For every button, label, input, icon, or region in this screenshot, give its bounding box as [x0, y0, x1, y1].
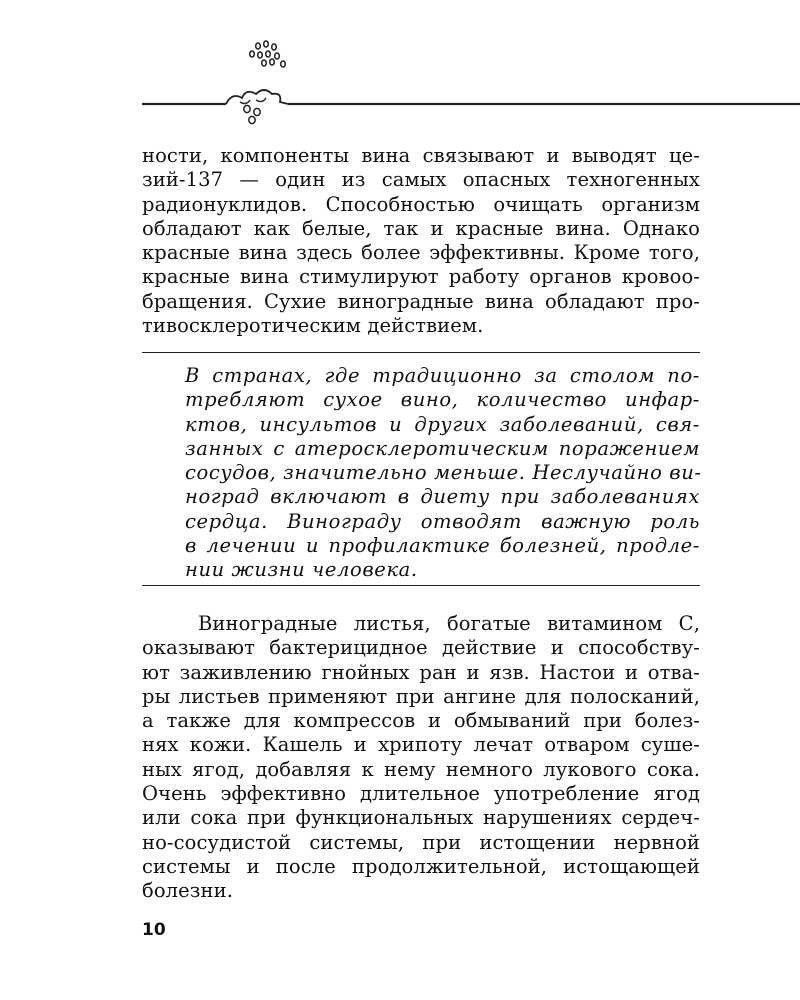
- text-line: оказывают бактерицидное действие и способству-: [142, 636, 700, 660]
- text-line: ют заживлению гнойных ран и язв. Настои и отва-: [142, 660, 700, 684]
- vine-divider: [142, 90, 800, 124]
- text-line: ности, компоненты вина связывают и выводят це-: [142, 144, 700, 167]
- callout-line: сосудов, значительно меньше. Неслучайно ви-: [185, 461, 702, 485]
- text-line: или сока при функциональных нарушениях сердеч-: [142, 806, 700, 830]
- text-line: зий-137 — один из самых опасных техногенных: [142, 168, 700, 192]
- text-line: красные вина здесь более эффективны. Кроме того,: [142, 241, 700, 265]
- text-line: ры листьев применяют при ангине для полосканий,: [142, 684, 700, 708]
- callout-bottom-rule: [142, 585, 700, 586]
- callout-line: ктов, инсультов и других заболеваний, свя-: [185, 412, 700, 436]
- text-line: системы и после продолжительной, истощающей: [142, 854, 700, 878]
- text-line: обладают как белые, так и красные вина. Однако: [142, 216, 700, 240]
- text-line: а также для компрессов и обмываний при болез-: [142, 709, 700, 733]
- callout-line: в лечении и профилактике болезней, продле-: [185, 534, 700, 558]
- text-line: нях кожи. Кашель и хрипоту лечат отваром суше-: [142, 733, 700, 757]
- text-line: Виноградные листья, богатые витамином С,: [198, 612, 700, 635]
- grape-cluster-icon: [250, 41, 286, 67]
- callout-top-rule: [142, 352, 700, 353]
- text-line: но-сосудистой системы, при истощении нервной: [142, 830, 700, 854]
- page-number: 10: [142, 920, 166, 940]
- callout-line: требляют сухое вино, количество инфар-: [185, 388, 700, 412]
- paragraph-wine-effects: [142, 144, 700, 338]
- paragraph-grape-leaves: [142, 612, 700, 904]
- text-line: Очень эффективно длительное употребление ягод: [142, 782, 700, 806]
- callout-line: В странах, где традиционно за столом по-: [185, 364, 700, 387]
- callout-quote: [185, 364, 700, 583]
- text-line: бращения. Сухие виноградные вина обладают про-: [142, 289, 700, 313]
- text-line: тивосклеротическим действием.: [142, 314, 484, 338]
- text-line: радионуклидов. Способностью очищать организм: [142, 192, 700, 216]
- callout-line: ноград включают в диету при заболеваниях: [185, 485, 700, 509]
- text-line: красные вина стимулируют работу органов кровоо-: [142, 265, 700, 289]
- text-line: болезни.: [142, 879, 234, 903]
- text-line: ных ягод, добавляя к нему немного лукового сока.: [142, 757, 700, 781]
- callout-line: занных с атеросклеротическим поражением: [185, 436, 700, 460]
- callout-line: нии жизни человека.: [185, 558, 418, 582]
- grape-ornament: [0, 0, 800, 130]
- callout-line: сердца. Винограду отводят важную роль: [185, 509, 700, 533]
